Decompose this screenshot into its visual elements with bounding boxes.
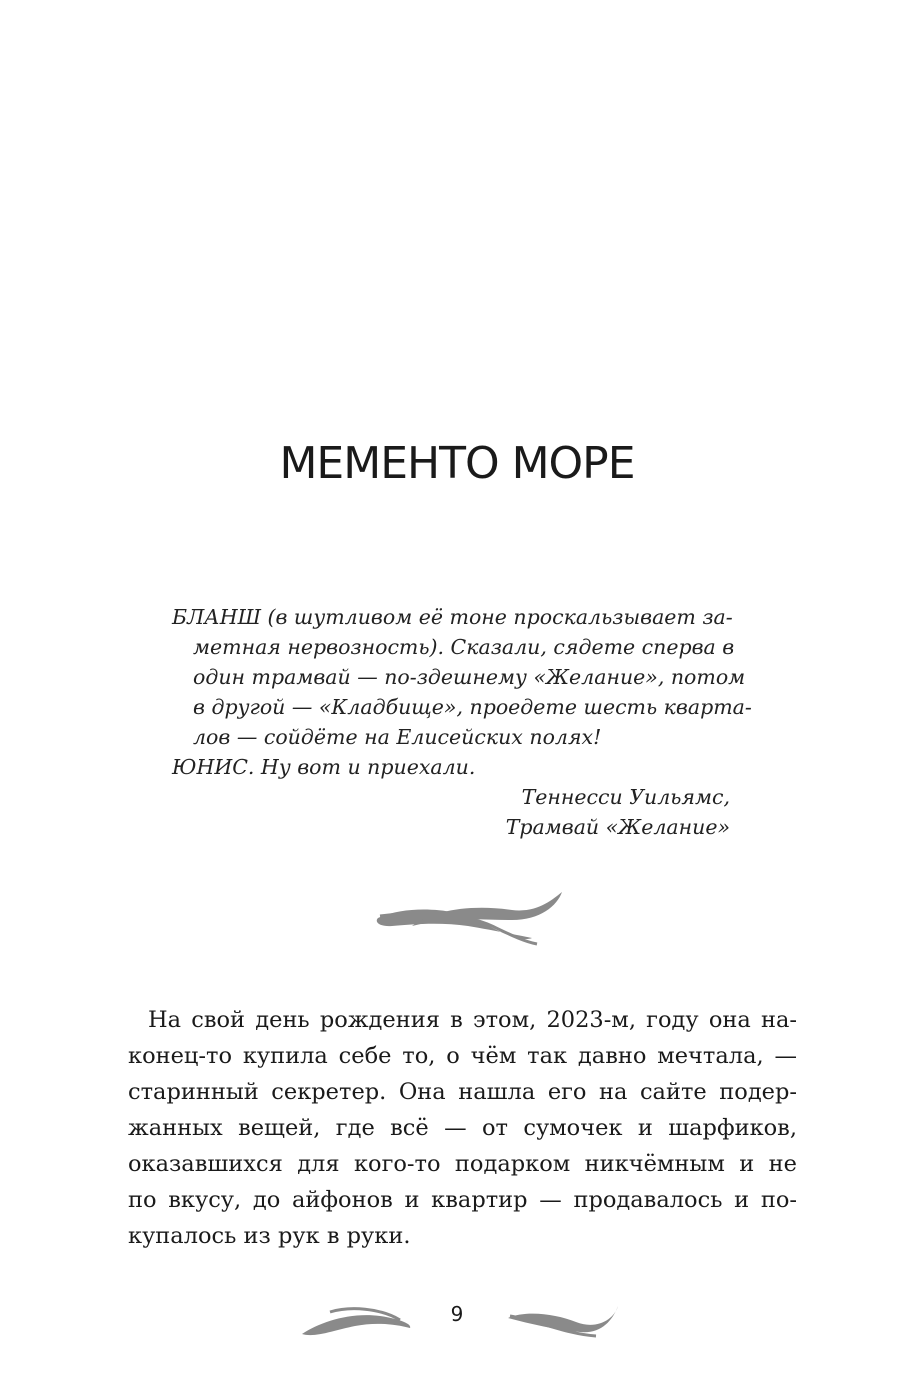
epigraph-line: ЮНИС. Ну вот и приехали. — [172, 755, 476, 779]
page-number: 9 — [450, 1302, 464, 1326]
body-line: конец-то купила себе то, о чём так давно мечтала, — — [128, 1043, 797, 1069]
footer-flourish-right-icon — [506, 1300, 620, 1340]
body-line: старинный секретер. Она нашла его на сайте подер- — [128, 1079, 797, 1105]
epigraph-author: Теннесси Уильямс, — [521, 785, 730, 809]
epigraph-line: метная нервозность). Сказали, сядете сперва в — [193, 635, 735, 659]
epigraph — [172, 602, 752, 842]
chapter-title: МЕМЕНТО МОРЕ — [279, 438, 635, 489]
body-line: по вкусу, до айфонов и квартир — продавалось и по- — [128, 1187, 797, 1213]
epigraph-line: один трамвай — по-здешнему «Желание», потом — [193, 665, 746, 689]
body-line: жанных вещей, где всё — от сумочек и шарфиков, — [128, 1115, 797, 1141]
epigraph-line: лов — сойдёте на Елисейских полях! — [193, 725, 602, 749]
flourish-ornament-icon — [372, 886, 564, 948]
epigraph-line: БЛАНШ (в шутливом её тоне проскальзывает за- — [172, 605, 733, 629]
body-line: На свой день рождения в этом, 2023-м, году она на- — [148, 1007, 797, 1033]
epigraph-work-title: Трамвай «Желание» — [505, 815, 730, 839]
body-line: оказавшихся для кого-то подарком никчёмным и не — [128, 1151, 797, 1177]
body-line: купалось из рук в руки. — [128, 1223, 411, 1249]
epigraph-line: в другой — «Кладбище», проедете шесть кварта- — [193, 695, 752, 719]
body-text — [128, 1002, 797, 1254]
